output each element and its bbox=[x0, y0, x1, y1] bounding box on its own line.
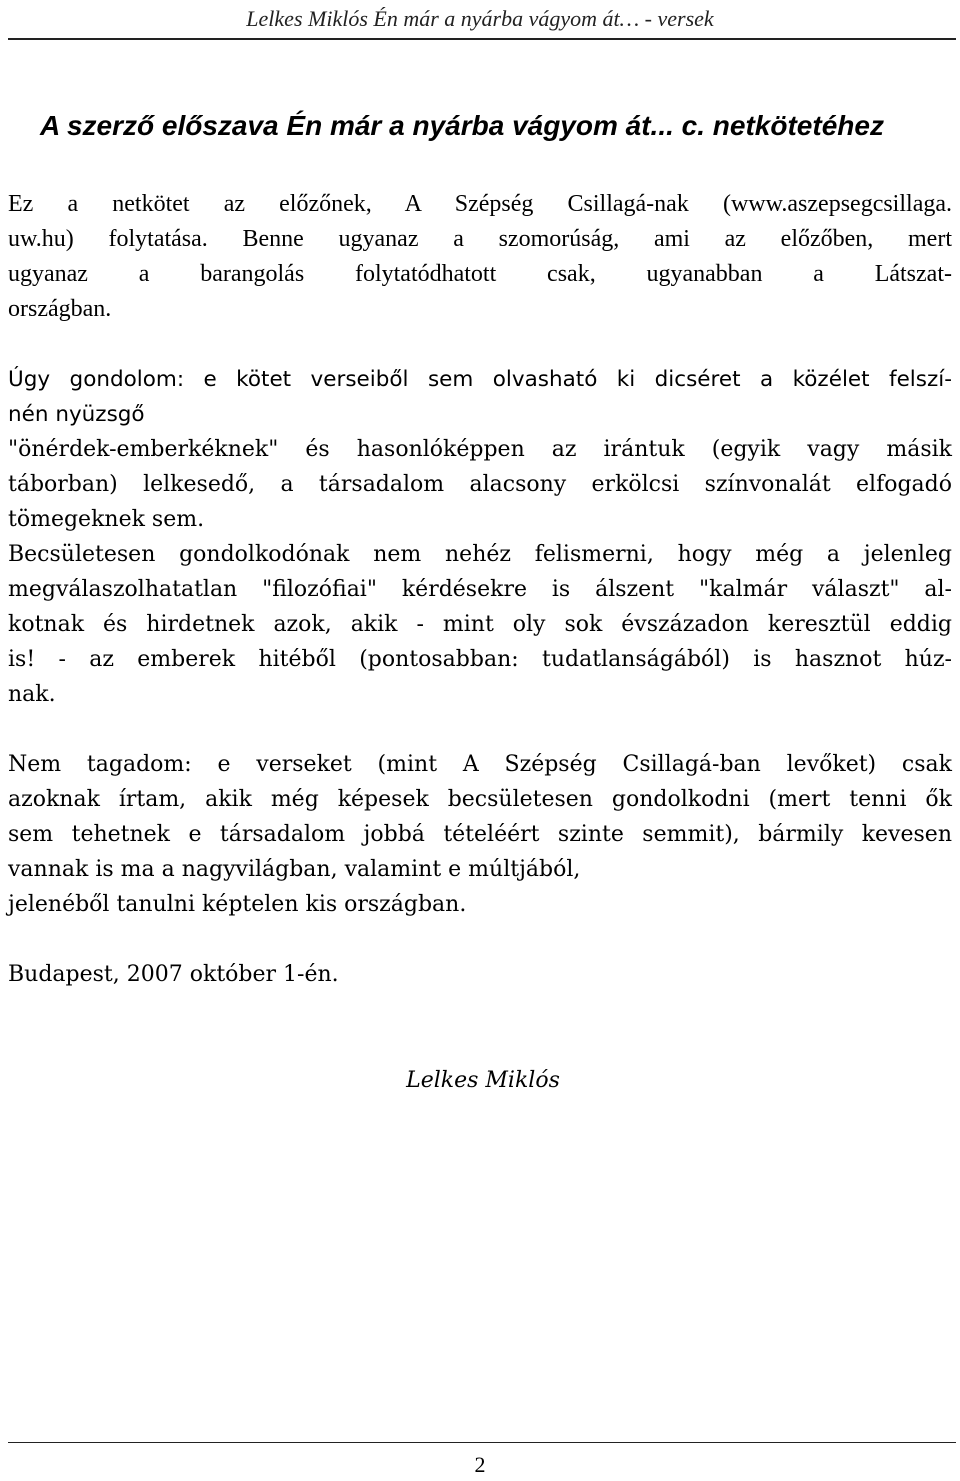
paragraph-line: kotnak és hirdetnek azok, akik - mint oly sok évszázadon keresztül eddig bbox=[8, 612, 952, 637]
paragraph-line: Nem tagadom: e verseket (mint A Szépség Csillagá-ban levőket) csak bbox=[8, 752, 952, 777]
running-header: Lelkes Miklós Én már a nyárba vágyom át… - versek bbox=[246, 6, 714, 31]
paragraph-dedication bbox=[8, 747, 952, 922]
paragraph-line: Becsületesen gondolkodónak nem nehéz felismerni, hogy még a jelenleg bbox=[8, 542, 952, 567]
page-number: 2 bbox=[474, 1452, 486, 1477]
paragraph-line: is! - az emberek hitéből (pontosabban: tudatlanságából) is hasznot húz- bbox=[8, 647, 952, 672]
header-divider bbox=[8, 38, 956, 40]
paragraph-line: Ez a netkötet az előzőnek, A Szépség Csillagá-nak (www.aszepsegcsillaga. bbox=[8, 191, 952, 217]
paragraph-intro bbox=[8, 187, 952, 327]
paragraph-line: vannak is ma a nagyvilágban, valamint e múltjából, bbox=[8, 857, 581, 882]
paragraph-line: táborban) lelkesedő, a társadalom alacsony erkölcsi színvonalát elfogadó bbox=[8, 472, 952, 497]
paragraph-line: "önérdek-emberkéknek" és hasonlóképpen az irántuk (egyik vagy másik bbox=[8, 437, 952, 462]
paragraph-line: Úgy gondolom: e kötet verseiből sem olvasható ki dicséret a közélet felszí- bbox=[8, 367, 952, 392]
paragraph-line: megválaszolhatatlan "filozófiai" kérdésekre is álszent "kalmár választ" al- bbox=[8, 577, 952, 602]
paragraph-line: nén nyüzsgő bbox=[8, 402, 145, 427]
paragraph-line: azoknak írtam, akik még képesek becsületesen gondolkodni (mert tenni ők bbox=[8, 787, 952, 812]
dateline: Budapest, 2007 október 1-én. bbox=[8, 962, 339, 987]
author-signature: Lelkes Miklós bbox=[406, 1068, 560, 1093]
paragraph-line: tömegeknek sem. bbox=[8, 507, 205, 532]
paragraph-opinion bbox=[8, 362, 952, 537]
paragraph-honesty bbox=[8, 537, 952, 712]
paragraph-line: ugyanaz a barangolás folytatódhatott csak, ugyanabban a Látszat- bbox=[8, 261, 952, 287]
paragraph-line: országban. bbox=[8, 296, 112, 322]
paragraph-line: jelenéből tanulni képtelen kis országban. bbox=[8, 892, 467, 917]
page-title: A szerző előszava Én már a nyárba vágyom át... c. netkötetéhez bbox=[40, 110, 884, 141]
paragraph-line: nak. bbox=[8, 682, 56, 707]
paragraph-line: uw.hu) folytatása. Benne ugyanaz a szomorúság, ami az előzőben, mert bbox=[8, 226, 952, 252]
footer-divider bbox=[8, 1442, 956, 1443]
paragraph-line: sem tehetnek e társadalom jobbá tételéért szinte semmit), bármily kevesen bbox=[8, 822, 952, 847]
